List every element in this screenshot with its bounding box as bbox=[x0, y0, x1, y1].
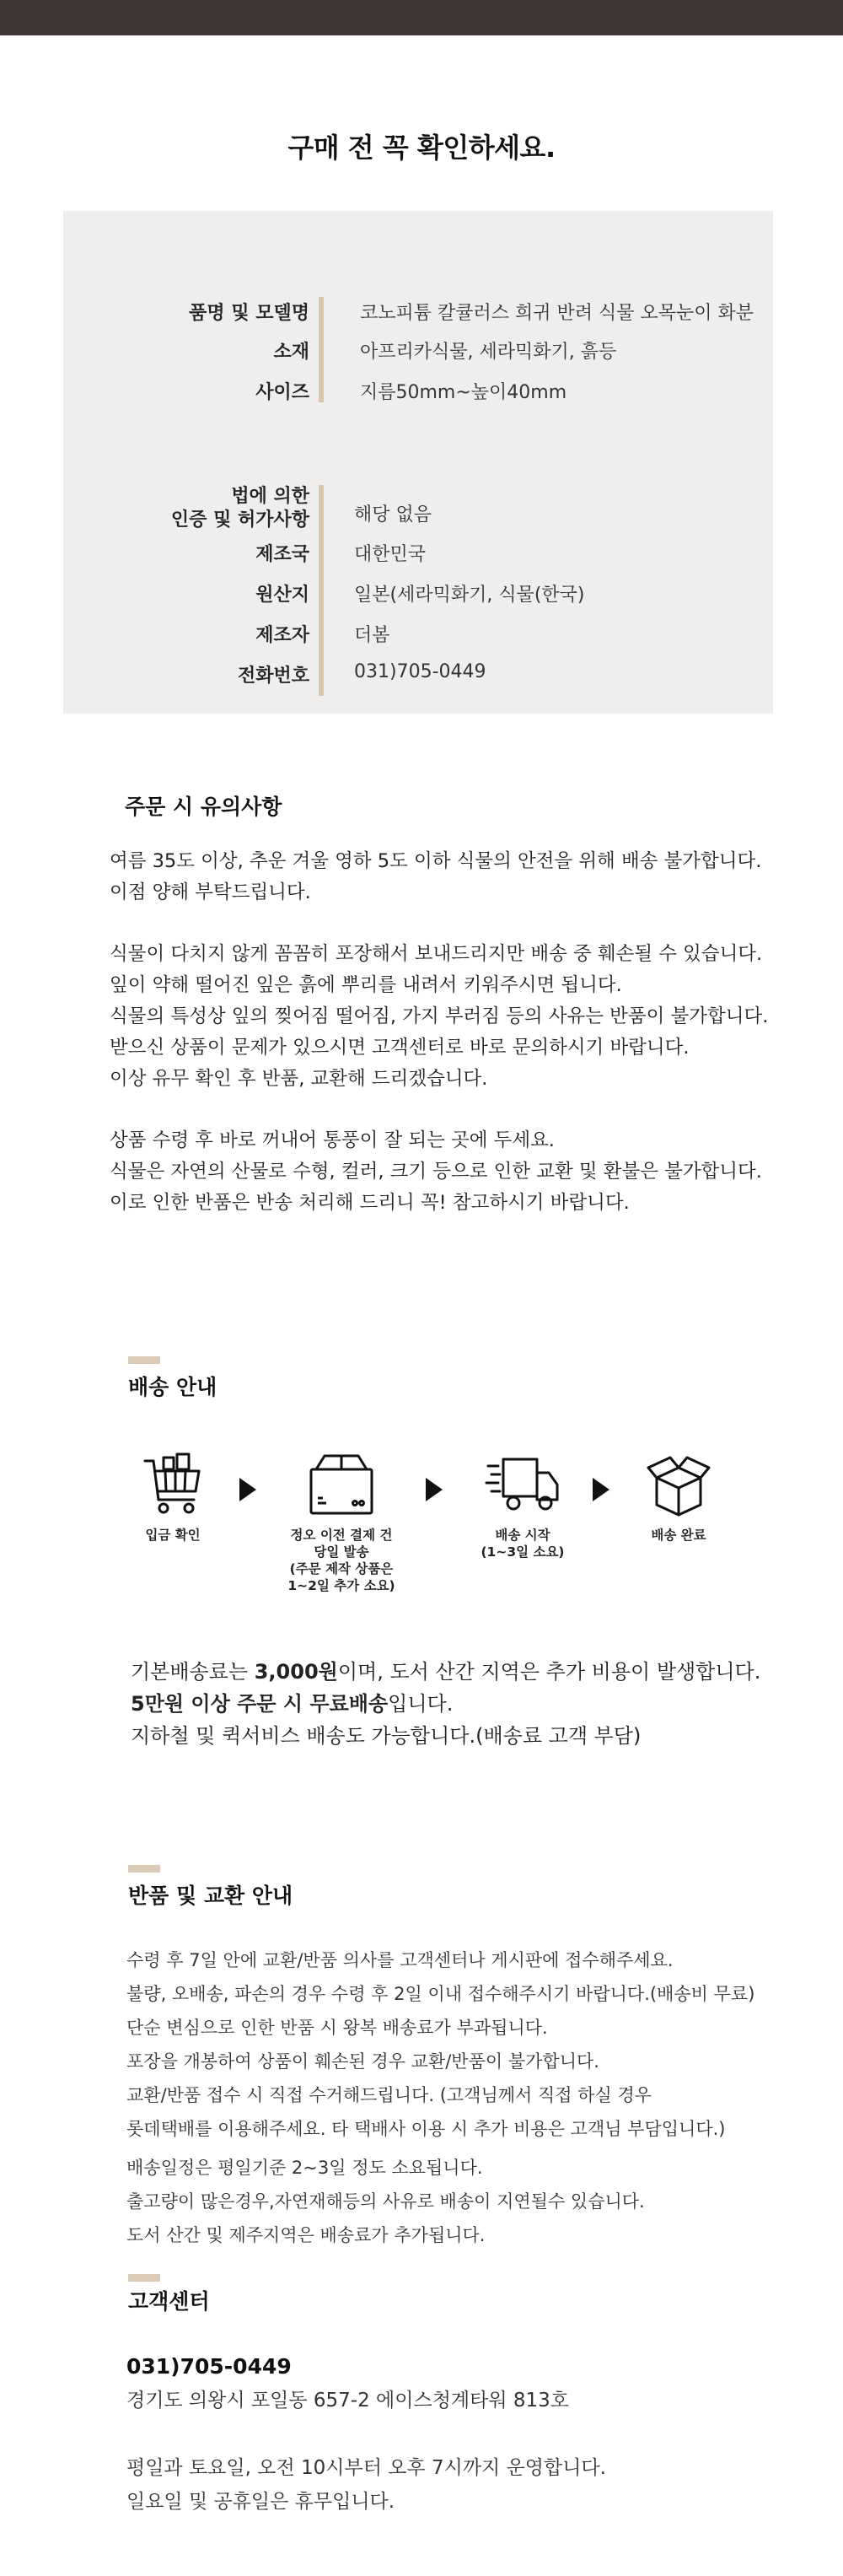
info-value: 일본(세라믹화기, 식물(한국) bbox=[354, 585, 585, 606]
quick-service-text: 지하철 및 퀵서비스 배송도 가능합니다.(배송료 고객 부담) bbox=[131, 1724, 642, 1748]
order-notice-line: 이점 양해 부탁드립니다. bbox=[110, 881, 311, 903]
info-value: 해당 없음 bbox=[354, 504, 432, 525]
shipping-fee-amount: 3,000원 bbox=[254, 1660, 338, 1684]
shipping-fee-pre: 기본배송료는 bbox=[131, 1660, 255, 1684]
customer-center-hours: 평일과 토요일, 오전 10시부터 오후 7시까지 운영합니다. bbox=[126, 2457, 606, 2479]
order-notice-line: 식물이 다치지 않게 꼼꼼히 포장해서 보내드리지만 배송 중 훼손될 수 있습니다. bbox=[110, 943, 763, 965]
order-notice-title: 주문 시 유의사항 bbox=[125, 795, 282, 819]
step-label: 입금 확인 bbox=[145, 1528, 201, 1543]
returns-line: 단순 변심으로 인한 반품 시 왕복 배송료가 부과됩니다. bbox=[126, 2018, 548, 2038]
order-notice-line: 받으신 상품이 문제가 있으시면 고객센터로 바로 문의하시기 바랍니다. bbox=[110, 1037, 690, 1059]
info-value: 아프리카식물, 세라믹화기, 흙등 bbox=[360, 342, 617, 363]
returns-line: 수령 후 7일 안에 교환/반품 의사를 고객센터나 게시판에 접수해주세요. bbox=[126, 1950, 674, 1970]
order-notice-line: 이로 인한 반품은 반송 처리해 드리니 꼭! 참고하시기 바랍니다. bbox=[110, 1192, 630, 1214]
shopping-cart-icon bbox=[142, 1452, 204, 1518]
returns-line: 롯데택배를 이용해주세요. 타 택배사 이용 시 추가 비용은 고객님 부담입니다.) bbox=[126, 2119, 726, 2139]
step-label-line: 배송 시작 bbox=[495, 1528, 550, 1543]
info-label: 소재 bbox=[273, 342, 309, 363]
section-marker bbox=[128, 1356, 160, 1364]
free-shipping-post: 입니다. bbox=[388, 1692, 454, 1716]
info-value: 031)705-0449 bbox=[354, 661, 486, 682]
section-marker bbox=[128, 1865, 160, 1873]
step-label-line: 당일 발송 bbox=[314, 1544, 369, 1560]
returns-line: 배송일정은 평일기준 2~3일 정도 소요됩니다. bbox=[126, 2158, 483, 2178]
info-label: 사이즈 bbox=[255, 382, 309, 403]
returns-line: 출고량이 많은경우,자연재해등의 사유로 배송이 지연될수 있습니다. bbox=[126, 2191, 645, 2212]
shipping-fee-post: 이며, 도서 산간 지역은 추가 비용이 발생합니다. bbox=[337, 1660, 761, 1684]
top-bar bbox=[0, 0, 843, 35]
step-shipping-start bbox=[459, 1452, 586, 1560]
info-divider bbox=[319, 485, 324, 696]
info-value: 대한민국 bbox=[354, 544, 427, 565]
step-arrow bbox=[426, 1478, 443, 1501]
free-shipping-text bbox=[131, 1688, 453, 1720]
info-divider bbox=[319, 297, 324, 402]
returns-line: 도서 산간 및 제주지역은 배송료가 추가됩니다. bbox=[126, 2225, 486, 2245]
customer-center-title: 고객센터 bbox=[128, 2289, 210, 2314]
order-notice-line: 잎이 약해 떨어진 잎은 흙에 뿌리를 내려서 키워주시면 됩니다. bbox=[110, 974, 622, 996]
step-delivered bbox=[624, 1452, 733, 1544]
free-shipping-condition: 5만원 이상 주문 시 무료배송 bbox=[131, 1692, 389, 1716]
returns-title: 반품 및 교환 안내 bbox=[128, 1883, 293, 1908]
returns-line: 불량, 오배송, 파손의 경우 수령 후 2일 이내 접수해주시기 바랍니다.(배송비 무료) bbox=[126, 1984, 755, 2004]
order-notice-line: 식물은 자연의 산물로 수형, 컬러, 크기 등으로 인한 교환 및 환불은 불가합니다. bbox=[110, 1161, 762, 1183]
page-title: 구매 전 꼭 확인하세요. bbox=[287, 132, 556, 164]
section-marker bbox=[128, 2274, 160, 2282]
order-notice-line: 식물의 특성상 잎의 찢어짐 떨어짐, 가지 부러짐 등의 사유는 반품이 불가합니다. bbox=[110, 1005, 769, 1027]
step-label-line: (주문 제작 상품은 bbox=[289, 1561, 394, 1576]
info-value: 더봄 bbox=[354, 625, 390, 646]
open-box-icon bbox=[645, 1452, 712, 1518]
package-box-icon bbox=[306, 1452, 377, 1518]
step-arrow bbox=[239, 1478, 256, 1501]
order-notice-line: 이상 유무 확인 후 반품, 교환해 드리겠습니다. bbox=[110, 1068, 488, 1090]
step-arrow bbox=[593, 1478, 609, 1501]
info-label: 원산지 bbox=[255, 585, 309, 606]
customer-center-phone: 031)705-0449 bbox=[126, 2354, 292, 2379]
step-label-line: 1~2일 추가 소요) bbox=[287, 1578, 395, 1593]
info-label bbox=[171, 485, 309, 532]
product-info-box bbox=[63, 211, 773, 714]
info-value: 코노피튬 칼큘러스 희귀 반려 식물 오목눈이 화분 bbox=[360, 303, 754, 324]
step-label-line: 정오 이전 결제 건 bbox=[290, 1528, 393, 1543]
order-notice-line: 여름 35도 이상, 추운 겨울 영하 5도 이하 식물의 안전을 위해 배송 불가합니다. bbox=[110, 850, 762, 872]
info-label: 품명 및 모델명 bbox=[189, 303, 309, 324]
info-value: 지름50mm~높이40mm bbox=[360, 382, 567, 403]
returns-line: 포장을 개봉하여 상품이 훼손된 경우 교환/반품이 불가합니다. bbox=[126, 2051, 599, 2072]
step-dispatch bbox=[270, 1452, 413, 1594]
shipping-title: 배송 안내 bbox=[128, 1375, 217, 1399]
info-label: 제조국 bbox=[255, 544, 309, 565]
shipping-fee-text bbox=[131, 1656, 760, 1688]
returns-line: 교환/반품 접수 시 직접 수거해드립니다. (고객님께서 직접 하실 경우 bbox=[126, 2085, 652, 2105]
order-notice-line: 상품 수령 후 바로 꺼내어 통풍이 잘 되는 곳에 두세요. bbox=[110, 1129, 555, 1151]
info-label: 전화번호 bbox=[237, 666, 309, 687]
step-label: 배송 완료 bbox=[651, 1528, 706, 1543]
delivery-truck-icon bbox=[485, 1452, 561, 1518]
info-label-line: 법에 의한 bbox=[231, 486, 309, 507]
step-payment-confirm bbox=[118, 1452, 228, 1544]
step-label-line: (1~3일 소요) bbox=[481, 1544, 565, 1560]
customer-center-holidays: 일요일 및 공휴일은 휴무입니다. bbox=[126, 2491, 395, 2513]
customer-center-address: 경기도 의왕시 포일동 657-2 에이스청계타워 813호 bbox=[126, 2390, 569, 2412]
info-label: 제조자 bbox=[255, 625, 309, 646]
info-label-line: 인증 및 허가사항 bbox=[170, 509, 309, 531]
